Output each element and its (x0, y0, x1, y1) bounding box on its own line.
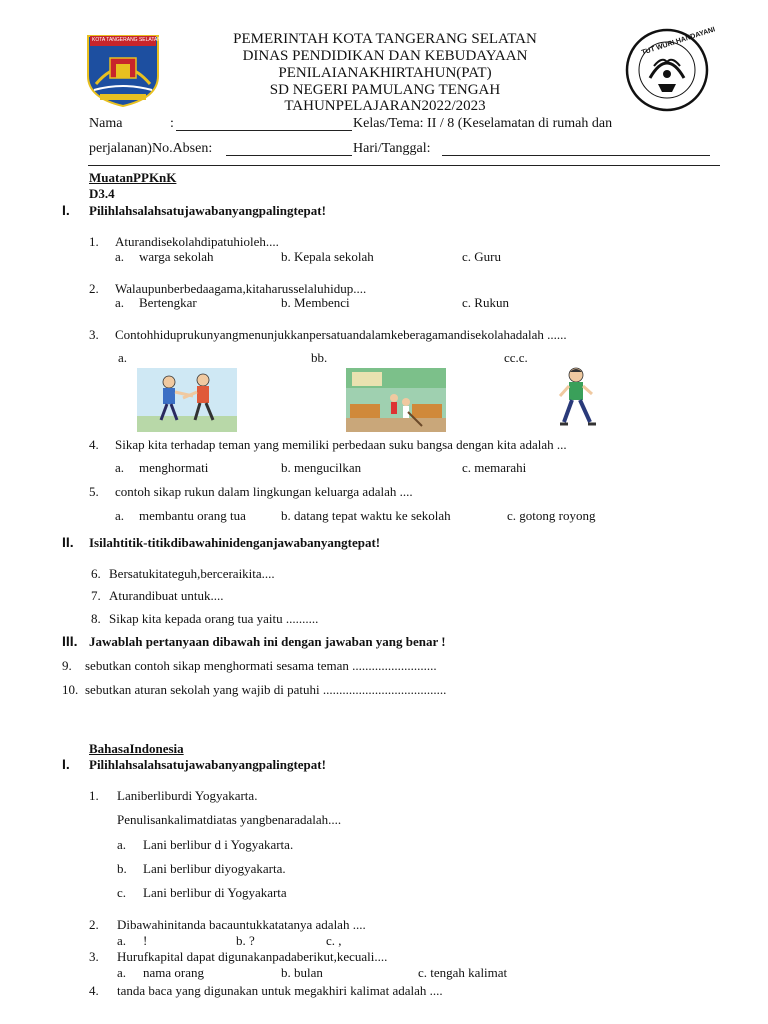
q2-text: Walaupunberbedaagama,kitaharusselaluhidup.... (115, 281, 367, 296)
q5-text: contoh sikap rukun dalam lingkungan keluarga adalah .... (115, 484, 413, 499)
bq3-opt-b[interactable]: b. bulan (281, 965, 323, 980)
q5-opt-a[interactable]: membantu orang tua (139, 508, 246, 523)
absen-field[interactable] (226, 155, 352, 156)
q4-opt-b[interactable]: b. mengucilkan (281, 460, 362, 475)
header-line-5: TAHUNPELAJARAN2022/2023 (284, 98, 486, 114)
child-walking-icon (552, 366, 604, 432)
q3-image-a[interactable] (137, 368, 237, 432)
q1-opt-a[interactable]: warga sekolah (139, 249, 214, 264)
bq4-text: tanda baca yang digunakan untuk megakhiri kalimat adalah .... (117, 983, 443, 998)
header-line-4: SD NEGERI PAMULANG TENGAH (269, 82, 501, 98)
logo-left-text: KOTA TANGERANG SELATAN (92, 37, 161, 43)
q1-opt-a-label: a. (115, 249, 125, 264)
q5-opt-c[interactable]: c. gotong royong (507, 508, 596, 523)
q4-text: Sikap kita terhadap teman yang memiliki perbedaan suku bangsa dengan kita adalah ... (115, 437, 567, 452)
bq3-opt-a[interactable]: nama orang (143, 965, 205, 980)
logo-tut-wuri (622, 26, 717, 112)
q2-opt-b[interactable]: b. Membenci (281, 295, 350, 310)
q1-opt-b[interactable]: b. Kepala sekolah (281, 249, 374, 264)
q8-number: 8. (91, 611, 101, 626)
subject-ppkn: MuatanPPKnK (89, 170, 177, 185)
section-3-title: Jawablah pertanyaan dibawah ini dengan jawaban yang benar ! (89, 634, 446, 649)
q5-number: 5. (89, 484, 99, 499)
subject-bindo: BahasaIndonesia (89, 741, 184, 756)
bq2-opt-a-label: a. (117, 933, 127, 948)
q4-opt-a-label: a. (115, 460, 125, 475)
section-1-title: Pilihlahsalahsatujawabanyangpalingtepat! (89, 203, 326, 218)
q3-text: Contohhiduprukunyangmenunjukkanpersatuandalamkeberagamandisekolahadalah ...... (115, 327, 567, 342)
section-1-roman: I. (62, 202, 70, 218)
bq3-opt-a-label: a. (117, 965, 127, 980)
tangsel-emblem-icon (80, 32, 166, 108)
bq2-opt-b[interactable]: b. ? (236, 933, 255, 948)
q1-number: 1. (89, 234, 99, 249)
bq2-text: Dibawahinitanda bacauntukkatatanya adalah .... (117, 917, 366, 932)
q5-opt-b[interactable]: b. datang tepat waktu ke sekolah (281, 508, 451, 523)
q6-text: Bersatukitateguh,berceraikita.... (109, 566, 275, 581)
bq1-opt-a-label: a. (117, 837, 127, 852)
q1-text: Aturandisekolahdipatuhioleh.... (115, 234, 279, 249)
q2-opt-a-label: a. (115, 295, 125, 310)
q10-text: sebutkan aturan sekolah yang wajib di patuhi ...................................... (85, 682, 447, 697)
bq2-opt-a[interactable]: ! (143, 933, 148, 948)
q7-text: Aturandibuat untuk.... (109, 588, 224, 603)
bq2-opt-c[interactable]: c. , (326, 933, 342, 948)
q3-image-c[interactable] (552, 366, 604, 432)
identity-line-2a: perjalanan)No.Absen: (89, 141, 213, 156)
children-fighting-icon (137, 368, 237, 432)
header-line-1: PEMERINTAH KOTA TANGERANG SELATAN (233, 31, 537, 47)
bq1-opt-c-label: c. (117, 885, 127, 900)
q2-opt-a[interactable]: Bertengkar (139, 295, 197, 310)
q3-opt-a[interactable]: a. (118, 350, 128, 365)
bq1-opt-a[interactable]: Lani berlibur d i Yogyakarta. (143, 837, 294, 852)
bq4-number: 4. (89, 983, 99, 998)
q3-number: 3. (89, 327, 99, 342)
kelas-tema: Kelas/Tema: II / 8 (Keselamatan di rumah dan (353, 116, 613, 131)
bindo-section-1-title: Pilihlahsalahsatujawabanyangpalingtepat! (89, 757, 326, 772)
q3-opt-b[interactable]: bb. (311, 350, 328, 365)
nama-label: Nama (89, 116, 123, 131)
q4-number: 4. (89, 437, 99, 452)
nama-colon: : (170, 116, 174, 131)
bq1-text: Laniberliburdi Yogyakarta. (117, 788, 258, 803)
q6-number: 6. (91, 566, 101, 581)
q9-number: 9. (62, 658, 72, 673)
logo-right-text: TUT WURI HANDAYANI (640, 26, 717, 57)
section-2-roman: II. (62, 534, 74, 550)
header-line-3: PENILAIANAKHIRTAHUN(PAT) (278, 65, 492, 81)
bq1-sub: Penulisankalimatdiatas yangbenaradalah.... (117, 812, 342, 827)
bq3-opt-c[interactable]: c. tengah kalimat (418, 965, 508, 980)
bindo-section-1-roman: I. (62, 756, 70, 772)
section-3-roman: III. (62, 633, 78, 649)
classroom-cleaning-icon (346, 368, 446, 432)
tanggal-field[interactable] (442, 155, 710, 156)
header-line-2: DINAS PENDIDIKAN DAN KEBUDAYAAN (242, 48, 528, 64)
bq3-number: 3. (89, 949, 99, 964)
q3-opt-c[interactable]: cc.c. (504, 350, 528, 365)
q9-text: sebutkan contoh sikap menghormati sesama teman .......................... (85, 658, 437, 673)
kd-code: D3.4 (89, 186, 115, 201)
q8-text: Sikap kita kepada orang tua yaitu .......... (109, 611, 319, 626)
q4-opt-a[interactable]: menghormati (139, 460, 209, 475)
bq2-number: 2. (89, 917, 99, 932)
header-divider (88, 165, 720, 166)
q5-opt-a-label: a. (115, 508, 125, 523)
bq1-opt-b[interactable]: Lani berlibur diyogyakarta. (143, 861, 286, 876)
identity-line-2b: Hari/Tanggal: (353, 141, 431, 156)
q1-opt-c[interactable]: c. Guru (462, 249, 501, 264)
nama-field[interactable] (176, 130, 352, 131)
logo-tangsel (80, 32, 166, 108)
q2-number: 2. (89, 281, 99, 296)
q7-number: 7. (91, 588, 101, 603)
section-2-title: Isilahtitik-titikdibawahinidenganjawabanyangtepat! (89, 535, 381, 550)
bq1-number: 1. (89, 788, 99, 803)
bq1-opt-b-label: b. (117, 861, 127, 876)
bq1-opt-c[interactable]: Lani berlibur di Yogyakarta (143, 885, 287, 900)
q3-image-b[interactable] (346, 368, 446, 432)
bq3-text: Hurufkapital dapat digunakanpadaberikut,kecuali.... (117, 949, 388, 964)
q10-number: 10. (62, 682, 79, 697)
q4-opt-c[interactable]: c. memarahi (462, 460, 527, 475)
q2-opt-c[interactable]: c. Rukun (462, 295, 509, 310)
